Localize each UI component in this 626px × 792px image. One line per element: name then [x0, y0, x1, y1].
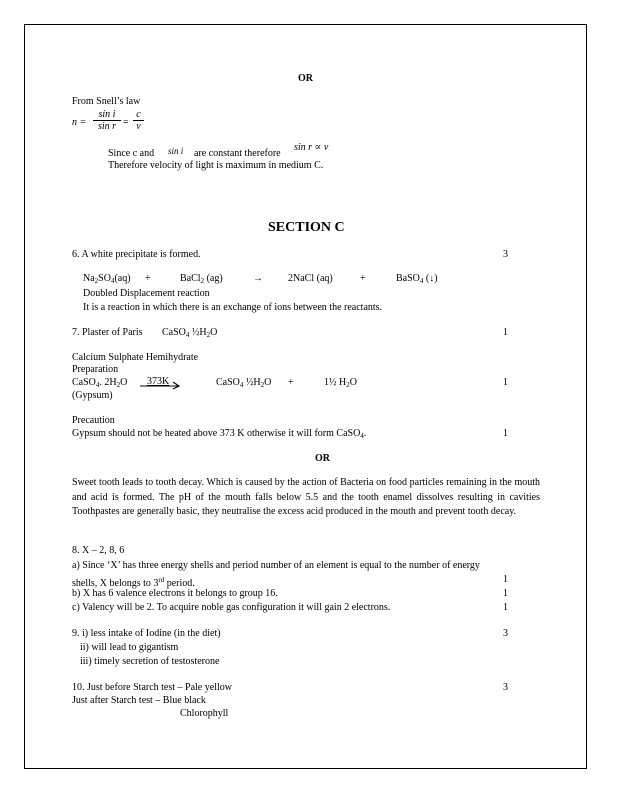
q7-gypsum: (Gypsum) — [72, 390, 113, 401]
snell-constant: are constant therefore — [194, 148, 281, 159]
q9-i: 9. i) less intake of Iodine (in the diet) — [72, 628, 221, 639]
q7-mark-2: 1 — [503, 377, 508, 388]
q8-c: c) Valency will be 2. To acquire noble gas configuration it will gain 2 electrons. — [72, 602, 391, 613]
q7-mark-1: 1 — [503, 327, 508, 338]
q8-b: b) X has 6 valence electrons it belongs to group 16. — [72, 588, 278, 599]
snell-numerator-sin-i: sin i — [93, 109, 121, 121]
q6-reactant-2: BaCl$_2$ (ag) — [180, 273, 223, 285]
q10-after: Just after Starch test – Blue black — [72, 695, 206, 706]
q6-product-2: BaSO$_4$ (↓) — [396, 273, 438, 285]
snell-fraction-cv — [133, 109, 144, 133]
snell-sin-i: sin i — [168, 146, 184, 156]
snell-denominator-sin-r: sin r — [97, 121, 117, 132]
q7-reaction-arrow — [140, 380, 182, 390]
snell-n-equals: n = — [72, 117, 87, 128]
q6-plus-2: + — [360, 273, 366, 284]
q7-mark-3: 1 — [503, 428, 508, 439]
q6-product-1: 2NaCl (aq) — [288, 273, 333, 284]
q8-mark-a: 1 — [503, 574, 508, 585]
q6-mark: 3 — [503, 249, 508, 260]
q7-water: 1½ $H_2O$ — [324, 377, 357, 389]
or-heading: OR — [298, 73, 313, 84]
q7-reactant: CaSO$_4$. $2H_2O$ — [72, 377, 128, 389]
snell-since: Since c and — [108, 148, 155, 159]
q8-a-line-2: shells, X belongs to 3rd period. — [72, 576, 195, 589]
snell-numerator-c: c — [133, 109, 144, 121]
q8-mark-c: 1 — [503, 602, 508, 613]
snell-denominator-v: v — [136, 121, 141, 132]
q7-temperature: 373K — [147, 376, 170, 387]
q9-ii: ii) will lead to gigantism — [80, 642, 179, 653]
q7-formula: CaSO$_4$ $\frac{1}{2}H_2O$ — [162, 327, 218, 339]
snell-fraction-sin — [93, 109, 121, 133]
q6-explanation: It is a reaction in which there is an exchange of ions between the reactants. — [83, 302, 383, 313]
q7-precaution-heading: Precaution — [72, 415, 115, 426]
q9-iii: iii) timely secretion of testosterone — [80, 656, 220, 667]
q7-name: Calcium Sulphate Hemihydrate — [72, 352, 199, 363]
snell-proportional: sin r ∝ v — [294, 142, 329, 153]
q10-before: 10. Just before Starch test – Pale yellow — [72, 682, 232, 693]
q7-plus: + — [288, 377, 294, 388]
q7-preparation: Preparation — [72, 364, 119, 375]
sweet-tooth-paragraph: Sweet tooth leads to tooth decay. Which is caused by the action of Bacteria on food particles remaining in the mouth and acid is formed. The pH of the mouth falls below 5.5 and the tooth enamel dissolves resulting in cavities Toothpastes are generally basic, they neutralise the excess acid produced in the mouth and prevent tooth decay. — [72, 477, 540, 517]
q8-mark-b: 1 — [503, 588, 508, 599]
snell-equals: = — [123, 117, 129, 128]
q9-mark: 3 — [503, 628, 508, 639]
q6-arrow: → — [253, 273, 263, 284]
q6-reactant-1: $Na_2SO_4(aq)$ — [83, 273, 131, 285]
q7-precaution-text: Gypsum should not be heated above 373 K otherwise it will form CaSO$_4$. — [72, 428, 367, 440]
q10-chlorophyll: Chlorophyll — [180, 708, 229, 719]
or-heading-2: OR — [315, 453, 330, 464]
q7-product: CaSO$_4$ $\frac{1}{2}H_2O$ — [216, 377, 272, 389]
snell-intro: From Snell’s law — [72, 96, 141, 107]
q6-question: 6. A white precipitate is formed. — [72, 249, 201, 260]
section-title: SECTION C — [268, 220, 345, 235]
q7-question: 7. Plaster of Paris — [72, 327, 143, 338]
q10-mark: 3 — [503, 682, 508, 693]
q6-plus-1: + — [145, 273, 151, 284]
q8-question: 8. X – 2, 8, 6 — [72, 545, 125, 556]
q6-reaction-type: Doubled Displacement reaction — [83, 288, 210, 299]
snell-therefore: Therefore velocity of light is maximum in medium C. — [108, 160, 324, 171]
q8-a-line-1: a) Since ‘X’ has three energy shells and period number of an element is equal to the number of energy — [72, 560, 480, 571]
